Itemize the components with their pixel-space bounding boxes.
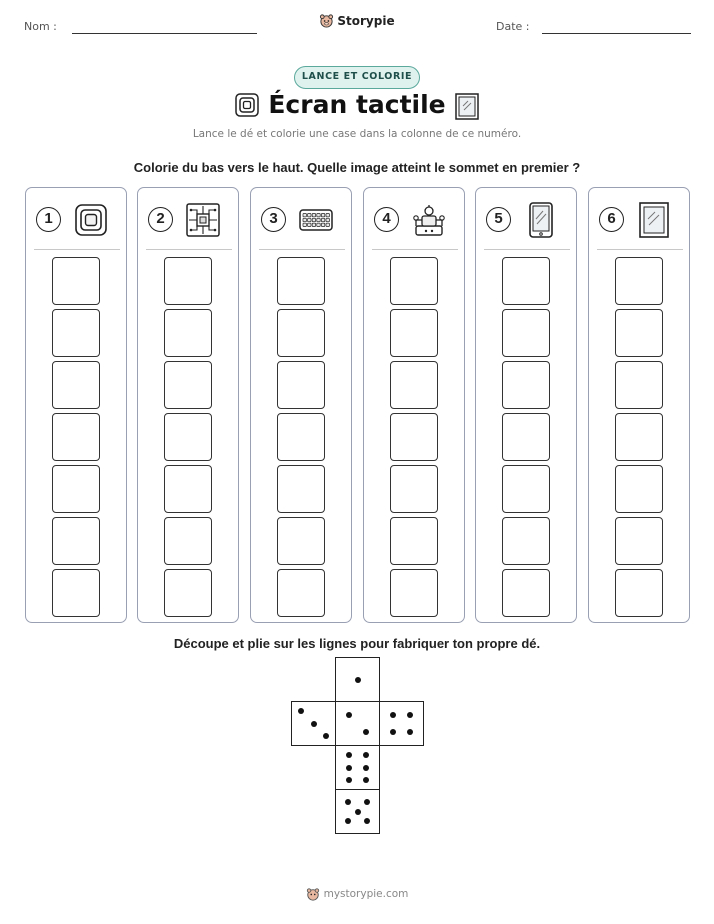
column-2 <box>137 187 239 623</box>
color-cell[interactable] <box>277 257 325 305</box>
color-cell[interactable] <box>390 569 438 617</box>
page-title: Écran tactile <box>268 90 446 119</box>
die-pip <box>363 752 369 758</box>
color-cell[interactable] <box>502 257 550 305</box>
column-header <box>486 202 566 238</box>
color-cell[interactable] <box>615 569 663 617</box>
die-pip <box>311 721 317 727</box>
color-cell[interactable] <box>502 465 550 513</box>
die-pip <box>346 777 352 783</box>
color-cell[interactable] <box>615 465 663 513</box>
activity-badge: LANCE ET COLORIE <box>294 66 420 89</box>
column-5 <box>475 187 577 623</box>
column-header <box>261 202 341 238</box>
die-pip <box>355 809 361 815</box>
color-cell[interactable] <box>52 257 100 305</box>
column-divider <box>146 249 232 250</box>
column-number: 2 <box>148 207 173 232</box>
color-cell[interactable] <box>164 517 212 565</box>
die-pip <box>298 708 304 714</box>
color-cell[interactable] <box>277 569 325 617</box>
color-cell[interactable] <box>277 309 325 357</box>
die-pip <box>390 729 396 735</box>
column-header <box>148 202 228 238</box>
column-header <box>374 202 454 238</box>
color-cell[interactable] <box>52 569 100 617</box>
storypie-logo-icon <box>306 887 320 901</box>
die-pip <box>346 752 352 758</box>
die-pip <box>363 765 369 771</box>
die-pip <box>364 818 370 824</box>
die-pip <box>363 729 369 735</box>
color-cell[interactable] <box>164 257 212 305</box>
column-divider <box>259 249 345 250</box>
color-cell[interactable] <box>390 413 438 461</box>
die-face-3 <box>291 701 336 746</box>
tablet-icon <box>523 202 559 238</box>
footer-url: mystorypie.com <box>323 888 409 900</box>
die-pip <box>363 777 369 783</box>
color-cell[interactable] <box>502 517 550 565</box>
die-face-1 <box>335 657 380 702</box>
glass-screen-icon <box>455 93 479 120</box>
die-pip <box>407 712 413 718</box>
die-pip <box>355 677 361 683</box>
instruction-bottom: Découpe et plie sur les lignes pour fabriquer ton propre dé. <box>173 636 541 651</box>
column-3 <box>250 187 352 623</box>
color-cell[interactable] <box>52 517 100 565</box>
color-cell[interactable] <box>52 309 100 357</box>
color-cell[interactable] <box>277 413 325 461</box>
column-1 <box>25 187 127 623</box>
color-cell[interactable] <box>52 465 100 513</box>
die-pip <box>364 799 370 805</box>
column-divider <box>484 249 570 250</box>
column-6 <box>588 187 690 623</box>
column-number: 4 <box>374 207 399 232</box>
column-number: 5 <box>486 207 511 232</box>
brand-name: Storypie <box>337 13 395 28</box>
die-pip <box>345 799 351 805</box>
color-cell[interactable] <box>615 309 663 357</box>
robot-machine-icon <box>411 202 447 238</box>
column-number: 6 <box>599 207 624 232</box>
color-cell[interactable] <box>502 309 550 357</box>
color-cell[interactable] <box>390 257 438 305</box>
instruction-top: Colorie du bas vers le haut. Quelle image atteint le sommet en premier ? <box>133 160 581 175</box>
color-cell[interactable] <box>502 361 550 409</box>
color-cell[interactable] <box>390 465 438 513</box>
color-cell[interactable] <box>164 309 212 357</box>
color-cell[interactable] <box>52 361 100 409</box>
die-pip <box>390 712 396 718</box>
die-pip <box>407 729 413 735</box>
color-cell[interactable] <box>277 465 325 513</box>
die-pip <box>346 765 352 771</box>
die-face-4 <box>379 701 424 746</box>
column-number: 1 <box>36 207 61 232</box>
color-cell[interactable] <box>164 569 212 617</box>
die-pip <box>346 712 352 718</box>
column-header <box>36 202 116 238</box>
brand <box>0 13 714 33</box>
color-cell[interactable] <box>164 361 212 409</box>
storypie-logo-icon <box>319 13 334 28</box>
name-line[interactable] <box>72 33 257 34</box>
column-header <box>599 202 679 238</box>
column-number: 3 <box>261 207 286 232</box>
die-face-2 <box>335 701 380 746</box>
subtitle: Lance le dé et colorie une case dans la colonne de ce numéro. <box>192 128 522 140</box>
column-divider <box>597 249 683 250</box>
touch-button-icon <box>73 202 109 238</box>
date-line[interactable] <box>542 33 691 34</box>
touch-keypad-icon <box>298 202 334 238</box>
color-cell[interactable] <box>390 309 438 357</box>
die-face-5 <box>335 789 380 834</box>
column-divider <box>34 249 120 250</box>
color-cell[interactable] <box>164 413 212 461</box>
color-cell[interactable] <box>164 465 212 513</box>
column-divider <box>372 249 458 250</box>
footer <box>0 887 714 906</box>
color-cell[interactable] <box>615 361 663 409</box>
glass-screen-icon <box>636 202 672 238</box>
color-cell[interactable] <box>615 413 663 461</box>
color-cell[interactable] <box>502 569 550 617</box>
color-cell[interactable] <box>277 517 325 565</box>
die-pip <box>323 733 329 739</box>
color-cell[interactable] <box>390 517 438 565</box>
name-label: Nom : <box>24 20 57 33</box>
circuit-chip-icon <box>185 202 221 238</box>
color-cell[interactable] <box>277 361 325 409</box>
color-cell[interactable] <box>502 413 550 461</box>
color-cell[interactable] <box>615 517 663 565</box>
column-4 <box>363 187 465 623</box>
color-cell[interactable] <box>615 257 663 305</box>
color-cell[interactable] <box>52 413 100 461</box>
color-cell[interactable] <box>390 361 438 409</box>
date-label: Date : <box>496 20 530 33</box>
die-face-6 <box>335 745 380 790</box>
die-pip <box>345 818 351 824</box>
